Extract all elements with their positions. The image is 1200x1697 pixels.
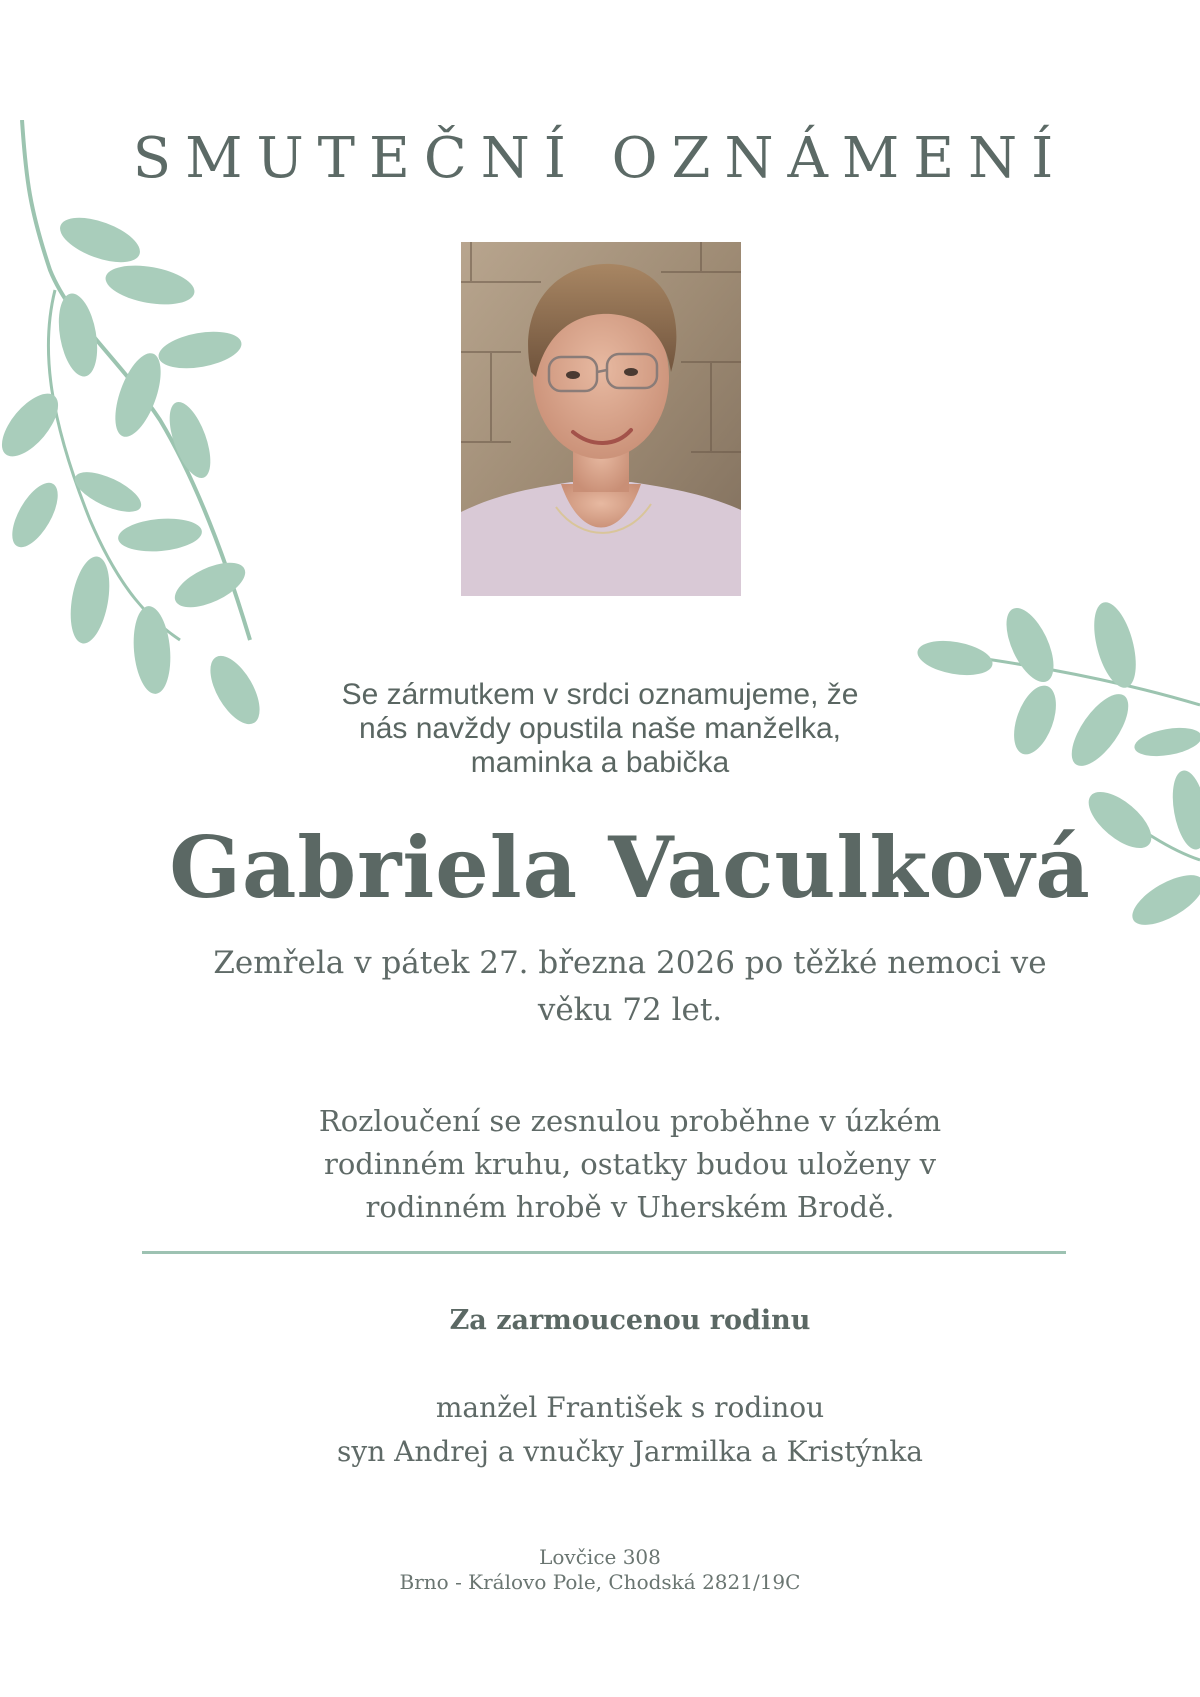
address-line: Brno - Královo Pole, Chodská 2821/19C xyxy=(399,1570,801,1594)
portrait-photo xyxy=(461,242,741,596)
intro-line: Se zármutkem v srdci oznamujeme, že xyxy=(341,678,859,711)
portrait-image xyxy=(461,242,741,596)
deceased-name: Gabriela Vaculková xyxy=(169,818,1091,917)
page-title: SMUTEČNÍ OZNÁMENÍ xyxy=(132,125,1068,191)
family-heading: Za zarmoucenou rodinu xyxy=(449,1305,811,1336)
death-notice xyxy=(200,940,1060,1034)
family-member: syn Andrej a vnučky Jarmilka a Kristýnka xyxy=(337,1435,923,1468)
address-block xyxy=(0,1545,1200,1595)
farewell-line: Rozloučení se zesnulou proběhne v úzkém xyxy=(318,1104,942,1138)
leaf-branch-left-icon xyxy=(0,120,280,740)
farewell-line: rodinném kruhu, ostatky budou uloženy v xyxy=(323,1147,937,1181)
address-line: Lovčice 308 xyxy=(539,1545,661,1569)
intro-line: maminka a babička xyxy=(470,746,730,779)
family-members xyxy=(0,1386,1200,1474)
divider-line xyxy=(142,1251,1066,1254)
intro-text xyxy=(250,678,950,780)
family-member: manžel František s rodinou xyxy=(435,1391,825,1424)
death-notice-line: Zemřela v pátek 27. března 2026 po těžké nemoci ve xyxy=(213,945,1047,981)
intro-line: nás navždy opustila naše manželka, xyxy=(359,712,841,745)
farewell-text xyxy=(250,1100,1010,1229)
farewell-line: rodinném hrobě v Uherském Brodě. xyxy=(365,1190,895,1224)
death-notice-line: věku 72 let. xyxy=(537,992,723,1028)
